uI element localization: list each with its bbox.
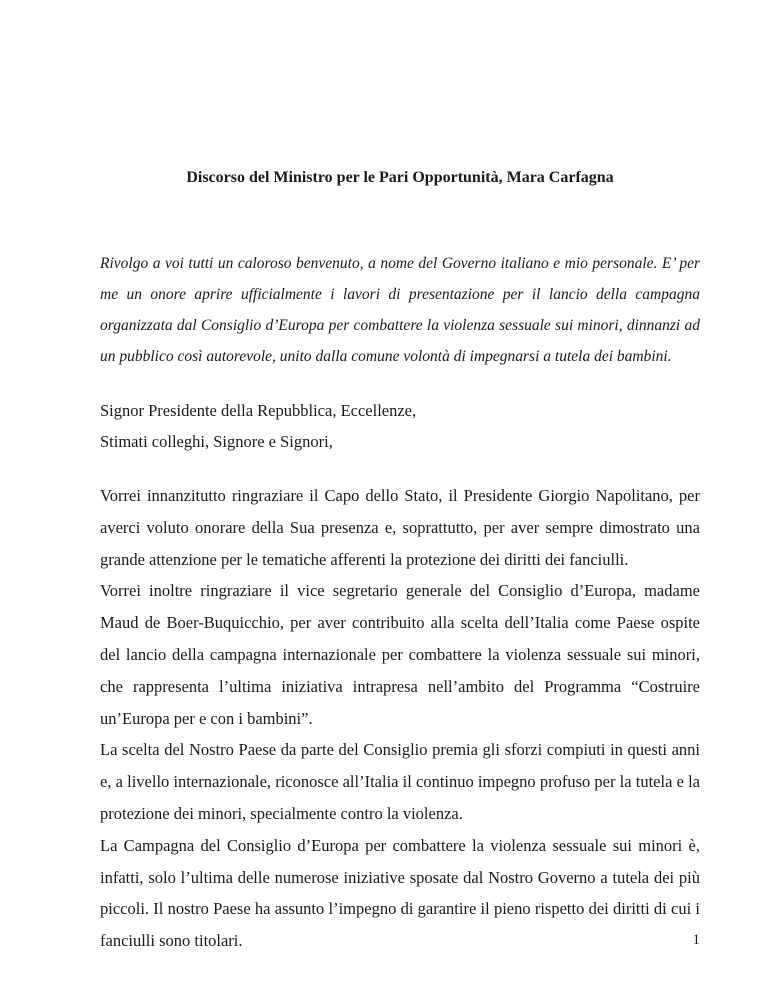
body-paragraph: La scelta del Nostro Paese da parte del Consiglio premia gli sforzi compiuti in questi anni e, a livello internazionale, riconosce all’Italia il continuo impegno profuso per la tutela e la protezione dei minori, specialmente contro la violenza. <box>100 740 700 823</box>
salutation-line: Signor Presidente della Repubblica, Eccellenze, <box>100 401 417 420</box>
intro-paragraph: Rivolgo a voi tutti un caloroso benvenuto, a nome del Governo italiano e mio personale. E’ per me un onore aprire ufficialmente i lavori di presentazione per il lancio della campagna organizzata dal Consiglio d’Europa per combattere la violenza sessuale sui minori, dinnanzi ad un pubblico così autorevole, unito dalla comune volontà di impegnarsi a tutela dei bambini. <box>100 255 700 365</box>
body-paragraph: Vorrei innanzitutto ringraziare il Capo dello Stato, il Presidente Giorgio Napolitano, per averci voluto onorare della Sua presenza e, soprattutto, per aver sempre dimostrato una grande attenzione per le tematiche afferenti la protezione dei diritti dei fanciulli. <box>100 486 700 569</box>
document-title: Discorso del Ministro per le Pari Opportunità, Mara Carfagna <box>186 169 614 186</box>
salutation-line: Stimati colleghi, Signore e Signori, <box>100 432 333 451</box>
body-paragraphs <box>100 480 700 957</box>
page-number: 1 <box>692 932 700 948</box>
body-paragraph: La Campagna del Consiglio d’Europa per combattere la violenza sessuale sui minori è, infatti, solo l’ultima delle numerose iniziative sposate dal Nostro Governo a tutela dei più piccoli. Il nostro Paese ha assunto l’impegno di garantire il pieno rispetto dei diritti di cui i fanciulli sono titolari. <box>100 835 700 951</box>
salutation <box>100 395 700 457</box>
body-paragraph: Vorrei inoltre ringraziare il vice segretario generale del Consiglio d’Europa, madame Maud de Boer-Buquicchio, per aver contribuito alla scelta dell’Italia come Paese ospite del lancio della campagna internazionale per combattere la violenza sessuale sui minori, che rappresenta l’ultima iniziativa intrapresa nell’ambito del Programma “Costruire un’Europa per e con i bambini”. <box>100 581 700 728</box>
